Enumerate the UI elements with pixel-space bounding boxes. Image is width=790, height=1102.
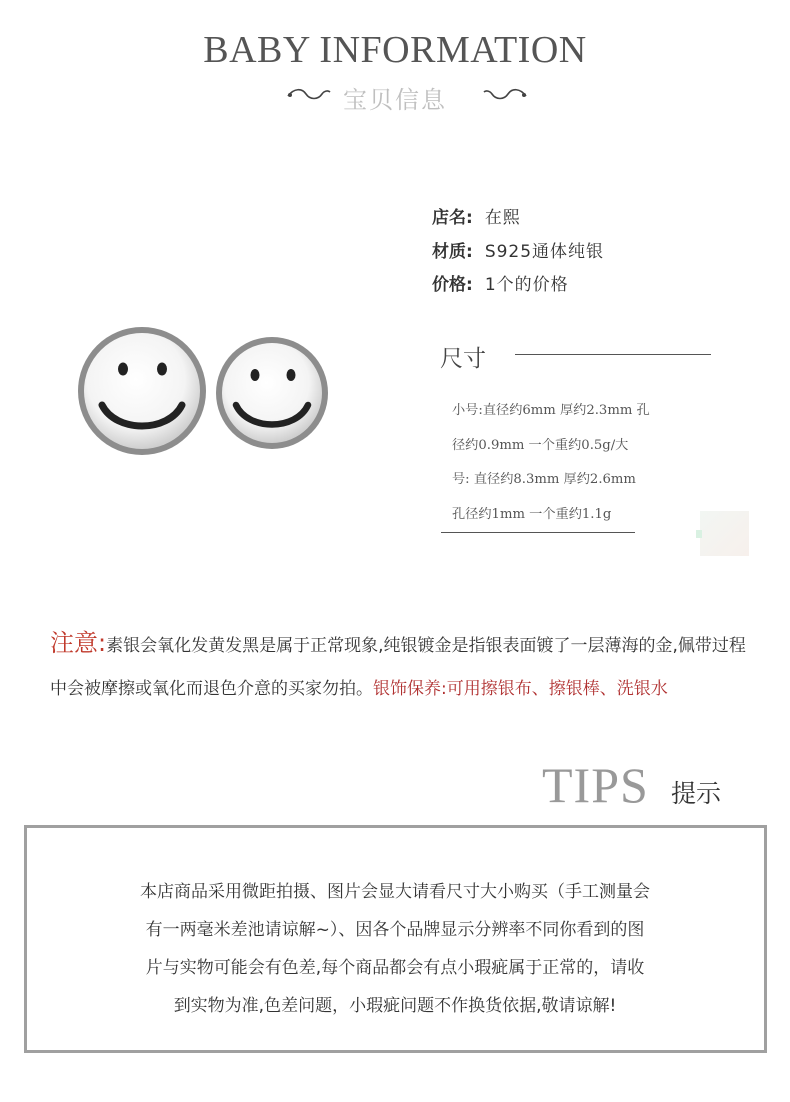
size-line: 小号:直径约6mm 厚约2.3mm 孔 <box>452 403 650 418</box>
info-value: 1个的价格 <box>484 275 569 295</box>
tips-line: 到实物为准,色差问题，小瑕疵问题不作换货依据,敬请谅解! <box>173 996 617 1016</box>
product-image <box>76 325 336 465</box>
info-row-material <box>432 237 604 262</box>
tips-line: 片与实物可能会有色差,每个商品都会有点小瑕疵属于正常的，请收 <box>145 958 645 978</box>
info-value: 在熙 <box>484 208 521 228</box>
notice-label: 注意: <box>50 629 107 657</box>
notice-body: 素银会氧化发黄发黑是属于正常现象,纯银镀金是指银表面镀了一层薄海的金,佩带过程中会被摩擦或氧化而退色介意的买家勿拍。 <box>50 636 746 699</box>
info-row-shop <box>432 203 521 228</box>
tips-line: 本店商品采用微距拍摄、图片会显大请看尺寸大小购买（手工测量会 <box>140 882 650 902</box>
size-line: 孔径约1mm 一个重约1.1g <box>452 506 612 522</box>
tips-title-en: TIPS <box>542 757 649 813</box>
info-row-price <box>432 270 569 295</box>
info-key: 店名: <box>432 208 473 228</box>
decorative-dot <box>696 530 702 538</box>
tips-text <box>58 873 732 1025</box>
info-value: S925通体纯银 <box>484 242 605 262</box>
tips-title-zh: 提示 <box>671 779 722 808</box>
decorative-swatch <box>700 511 749 556</box>
size-line: 号: 直径约8.3mm 厚约2.6mm <box>452 472 636 487</box>
divider <box>515 354 711 355</box>
care-text: 银饰保养:可用擦银布、擦银棒、洗银水 <box>373 679 668 699</box>
info-key: 材质: <box>432 242 473 262</box>
info-key: 价格: <box>432 275 473 295</box>
size-title: 尺寸 <box>440 346 486 372</box>
divider <box>441 532 635 533</box>
tips-line: 有一两毫米差池请谅解~）、因各个品牌显示分辨率不同你看到的图 <box>145 920 645 940</box>
notice-paragraph <box>50 622 762 711</box>
size-details <box>452 394 712 532</box>
page-title-zh: 宝贝信息 <box>343 86 447 114</box>
right-swirl-ornament-icon <box>480 82 530 106</box>
size-line: 径约0.9mm 一个重约0.5g/大 <box>452 437 629 453</box>
page-title-en: BABY INFORMATION <box>203 29 587 71</box>
